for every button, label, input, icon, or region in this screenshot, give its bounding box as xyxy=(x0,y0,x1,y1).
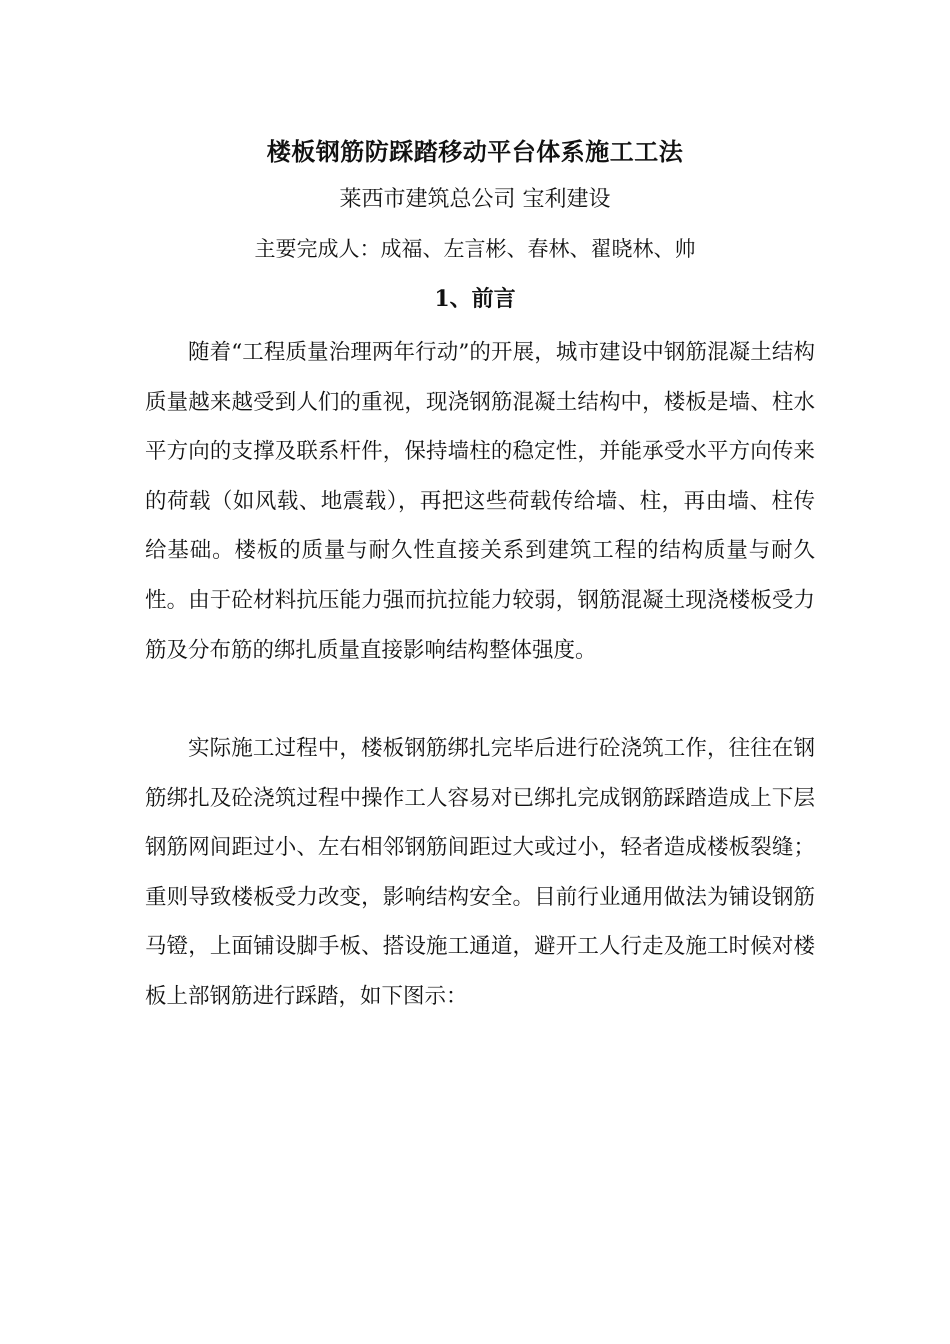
paragraph: 随着“工程质量治理两年行动”的开展，城市建设中钢筋混凝土结构质量越来越受到人们的重视，现浇钢筋混凝土结构中，楼板是墙、柱水平方向的支撑及联系杆件，保持墙柱的稳定性，并能承受水平方向传来的荷载（如风载、地震载），再把这些荷载传给墙、柱，再由墙、柱传给基础。楼板的质量与耐久性直接关系到建筑工程的结构质量与耐久性。由于砼材料抗压能力强而抗拉能力较弱，钢筋混凝土现浇楼板受力筋及分布筋的绑扎质量直接影响结构整体强度。 xyxy=(145,340,815,663)
paragraph: 实际施工过程中，楼板钢筋绑扎完毕后进行砼浇筑工作，往往在钢筋绑扎及砼浇筑过程中操作工人容易对已绑扎完成钢筋踩踏造成上下层钢筋网间距过小、左右相邻钢筋间距过大或过小，轻者造成楼板裂缝；重则导致楼板受力改变，影响结构安全。目前行业通用做法为铺设钢筋马镫，上面铺设脚手板、搭设施工通道，避开工人行走及施工时候对楼板上部钢筋进行踩踏，如下图示： xyxy=(145,736,815,1009)
document-title: 楼板钢筋防踩踏移动平台体系施工工法 xyxy=(266,137,684,166)
company-line: 莱西市建筑总公司 宝利建设 xyxy=(339,187,611,212)
authors-line: 主要完成人：成福、左言彬、春林、翟晓林、帅 xyxy=(254,237,696,261)
section-heading: 1、前言 xyxy=(434,286,516,312)
